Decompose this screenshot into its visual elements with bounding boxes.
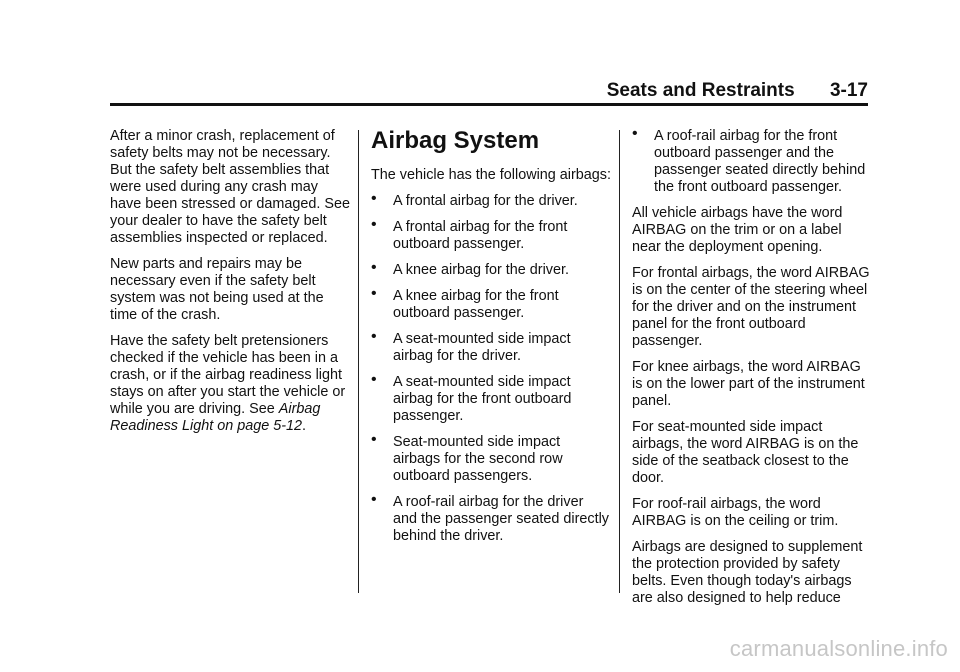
airbag-list-continued [632, 125, 872, 196]
list-item [371, 190, 611, 210]
bullet-icon: • [371, 190, 377, 207]
paragraph: For knee airbags, the word AIRBAG is on the lower part of the instrument panel. [632, 359, 865, 409]
watermark: carmanualsonline.info [729, 636, 948, 661]
paragraph [110, 333, 350, 435]
list-item [371, 431, 611, 485]
cross-reference-link[interactable]: Airbag Readiness Light on page 5-12 [110, 401, 321, 434]
column-divider-right [619, 130, 620, 593]
paragraph: For frontal airbags, the word AIRBAG is on the center of the steering wheel for the driver and on the instrument panel for the front outboard passenger. [632, 265, 870, 349]
paragraph: After a minor crash, replacement of safety belts may not be necessary. But the safety belt assemblies that were used during any crash may have been stressed or damaged. See your dealer to have the safety belt assemblies inspected or replaced. [110, 128, 351, 246]
column-left [110, 128, 350, 444]
paragraph-end: . [302, 418, 307, 434]
column-right [632, 125, 872, 616]
list-item [371, 328, 611, 365]
list-item-text: A knee airbag for the driver. [393, 262, 569, 278]
bullet-icon: • [371, 431, 377, 448]
list-item [371, 491, 611, 545]
list-item-text: A frontal airbag for the driver. [393, 193, 578, 209]
bullet-icon: • [632, 125, 638, 142]
paragraph-text: Have the safety belt pretensioners checked if the vehicle has been in a crash, or if the airbag readiness light stays on after you start the vehicle or while you are driving. See [110, 333, 346, 417]
bullet-icon: • [371, 491, 377, 508]
list-item [371, 216, 611, 253]
list-item [632, 125, 872, 196]
list-item-text: Seat-mounted side impact airbags for the second row outboard passengers. [393, 434, 563, 484]
column-divider-left [358, 130, 359, 593]
airbag-list [371, 190, 611, 545]
list-item-text: A frontal airbag for the front outboard passenger. [393, 219, 568, 252]
list-item-text: A seat-mounted side impact airbag for the driver. [393, 331, 571, 364]
list-item-text: A knee airbag for the front outboard passenger. [393, 288, 559, 321]
list-item [371, 285, 611, 322]
paragraph: For roof-rail airbags, the word AIRBAG is on the ceiling or trim. [632, 496, 839, 529]
list-item-text: A roof-rail airbag for the driver and the passenger seated directly behind the driver. [393, 494, 610, 544]
column-middle [371, 128, 611, 554]
list-item-text: A roof-rail airbag for the front outboard passenger and the passenger seated directly behind the front outboard passenger. [654, 128, 866, 195]
paragraph: All vehicle airbags have the word AIRBAG on the trim or on a label near the deployment opening. [632, 205, 843, 255]
bullet-icon: • [371, 259, 377, 276]
bullet-icon: • [371, 216, 377, 233]
header-rule [110, 103, 868, 106]
bullet-icon: • [371, 285, 377, 302]
list-item-text: A seat-mounted side impact airbag for the front outboard passenger. [393, 374, 572, 424]
paragraph: Airbags are designed to supplement the protection provided by safety belts. Even though today's airbags are also designed to help reduce [632, 539, 863, 606]
list-item [371, 259, 611, 279]
section-heading: Airbag System [371, 127, 540, 154]
paragraph: New parts and repairs may be necessary even if the safety belt system was not being used at the time of the crash. [110, 256, 324, 323]
list-item [371, 371, 611, 425]
paragraph: For seat-mounted side impact airbags, the word AIRBAG is on the side of the seatback closest to the door. [632, 419, 859, 486]
bullet-icon: • [371, 371, 377, 388]
section-title: Seats and Restraints [606, 80, 795, 101]
paragraph: The vehicle has the following airbags: [371, 167, 611, 183]
page-number: 3-17 [829, 80, 868, 101]
page-header [110, 80, 868, 102]
bullet-icon: • [371, 328, 377, 345]
